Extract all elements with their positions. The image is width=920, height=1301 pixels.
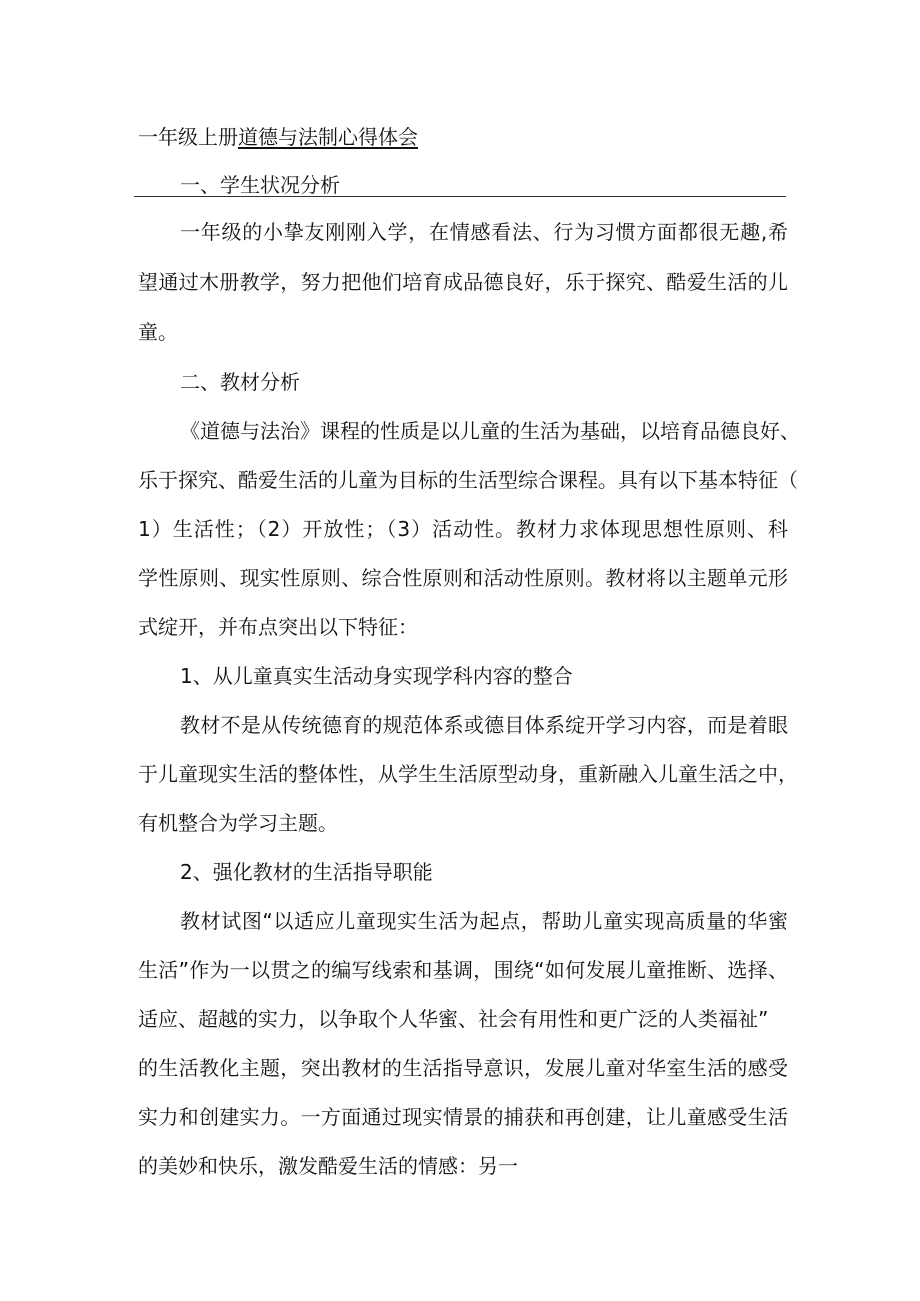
subheading-1: 1、从儿童真实生活动身实现学科内容的整合 <box>180 664 573 688</box>
paragraph-line: 1）生活性；（2）开放性；（3）活动性。教材力求体现思想性原则、科 <box>138 517 788 541</box>
paragraph-line: 童。 <box>138 320 178 344</box>
paragraph-line: 于儿童现实生活的整体性，从学生生活原型动身，重新融入儿童生活之中， <box>138 762 798 786</box>
paragraph-line: 的生活教化主题，突出教材的生活指导意识，发展儿童对华室生活的感受 <box>138 1056 788 1080</box>
paragraph-line: 一年级的小挚友刚刚入学，在情感看法、行为习惯方面都很无趣,希 <box>180 220 788 244</box>
paragraph-line: 式绽开，并布点突出以下特征： <box>138 615 418 639</box>
paragraph-line: 教材不是从传统德育的规范体系或德目体系绽开学习内容，而是着眼 <box>180 713 788 737</box>
section-heading-2: 二、教材分析 <box>180 370 300 394</box>
paragraph-line: 生活”作为一以贯之的编写线索和基调，围绕“如何发展儿童推断、选择、 <box>138 958 788 982</box>
title-underlined: 道德与法制心得体会 <box>238 125 418 149</box>
paragraph-line: 《道德与法治》课程的性质是以儿童的生活为基础，以培育品德良好、 <box>180 419 800 443</box>
paragraph-line: 乐于探究、酷爱生活的儿童为目标的生活型综合课程。具有以下基本特征（ <box>138 468 798 492</box>
paragraph-line: 的美妙和快乐，激发酷爱生活的情感：另一 <box>138 1154 518 1178</box>
subheading-2: 2、强化教材的生活指导职能 <box>180 860 433 884</box>
paragraph-line: 适应、超越的实力，以争取个人华蜜、社会有用性和更广泛的人类福祉” <box>138 1007 769 1031</box>
paragraph-line: 望通过木册教学，努力把他们培育成品德良好，乐于探究、酷爱生活的儿 <box>138 270 788 294</box>
paragraph-line: 教材试图“以适应儿童现实生活为起点，帮助儿童实现高质量的华蜜 <box>180 909 788 933</box>
paragraph-line: 学性原则、现实性原则、综合性原则和活动性原则。教材将以主题单元形 <box>138 566 788 590</box>
horizontal-rule <box>134 196 786 197</box>
paragraph-line: 有机整合为学习主题。 <box>138 811 338 835</box>
title-prefix: 一年级上册 <box>138 125 238 149</box>
document-title <box>138 123 418 151</box>
paragraph-line: 实力和创建实力。一方面通过现实情景的捕获和再创建，让儿童感受生活 <box>138 1105 788 1129</box>
section-heading-1: 一、学生状况分析 <box>180 173 340 197</box>
